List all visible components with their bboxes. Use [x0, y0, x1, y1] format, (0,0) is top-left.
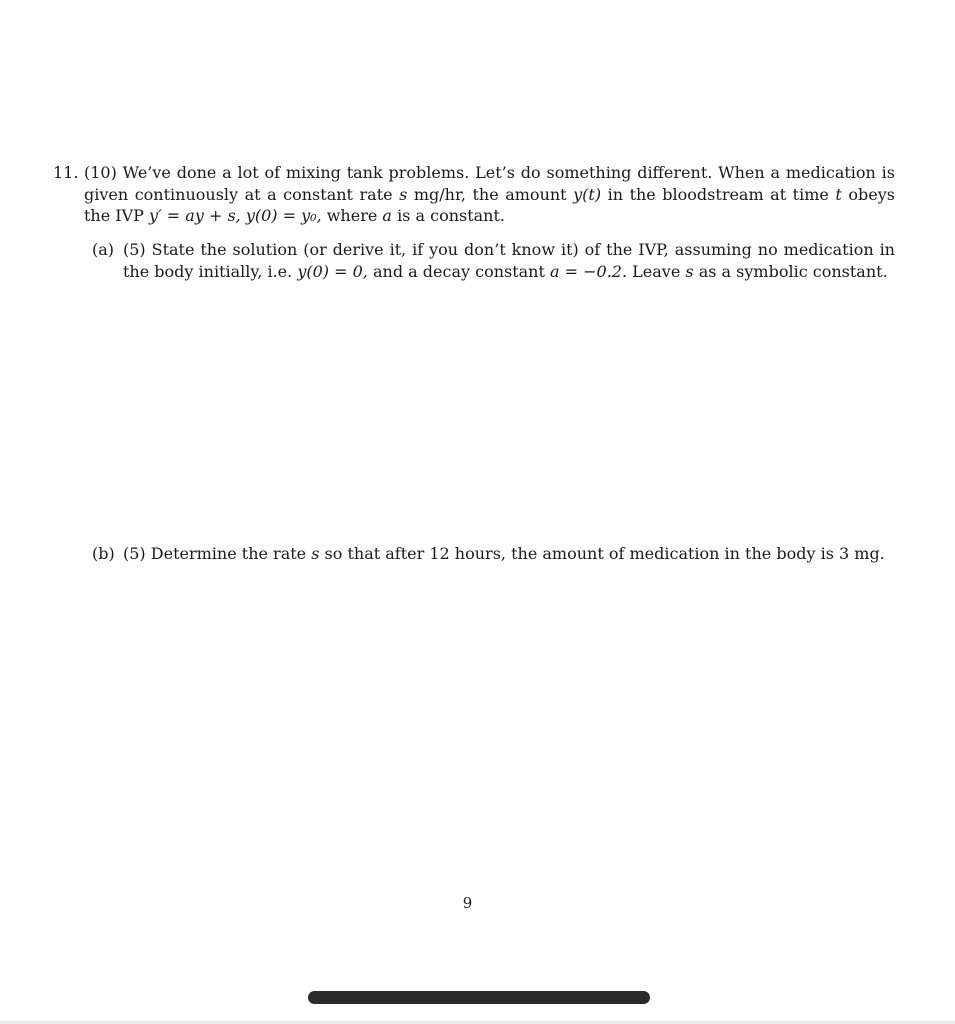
part-a-label: (a) — [92, 240, 115, 259]
part-a-points: (5) — [123, 240, 146, 259]
part-b-text-1: Determine the rate — [150, 544, 307, 563]
home-indicator-bar[interactable] — [308, 991, 650, 1004]
problem-number: 11. — [53, 163, 79, 182]
math-var-yt: y(t) — [573, 184, 602, 204]
part-b-text — [123, 543, 895, 565]
problem-points: (10) — [84, 163, 117, 182]
part-a-text — [123, 239, 895, 282]
part-b — [92, 543, 895, 565]
math-var-s: s — [685, 261, 694, 281]
decay-constant: a = −0.2. — [550, 261, 628, 281]
problem-text-rate-unit: mg/hr, the amount — [413, 184, 567, 204]
page-number: 9 — [462, 894, 473, 912]
part-b-text-2: so that after 12 hours, the amount of medication in the body is 3 mg. — [324, 544, 885, 563]
problem-text-bloodstream: in the bloodstream at time — [607, 184, 829, 204]
problem-statement — [84, 162, 895, 227]
part-b-points: (5) — [123, 544, 146, 563]
math-var-a: a — [382, 206, 392, 225]
part-b-label: (b) — [92, 544, 115, 563]
problem-text-where: where — [326, 206, 378, 225]
math-var-s: s — [399, 184, 408, 204]
math-var-t: t — [835, 184, 842, 204]
problem-intro-text: We’ve done a lot of mixing tank problems. Let’s do something different. When a medication is given continuously at a constant rate — [84, 163, 895, 204]
problem-text-constant: is a constant. — [397, 206, 505, 225]
initial-condition: y(0) = 0, — [297, 261, 368, 281]
math-var-s: s — [311, 544, 320, 563]
problem-text-obeys: obeys the IVP — [84, 184, 895, 225]
ivp-equation: y′ = ay + s, y(0) = y₀, — [149, 206, 322, 225]
part-a-text-3: Leave — [632, 261, 681, 281]
part-a-text-2: and a decay constant — [372, 261, 545, 281]
part-a-text-4: as a symbolic constant. — [698, 261, 888, 281]
problem-11 — [53, 162, 895, 227]
part-a — [92, 239, 895, 282]
part-a-text-1: State the solution (or derive it, if you don’t know it) of the IVP, assuming no medication in the body initially, i.e. — [123, 240, 895, 281]
